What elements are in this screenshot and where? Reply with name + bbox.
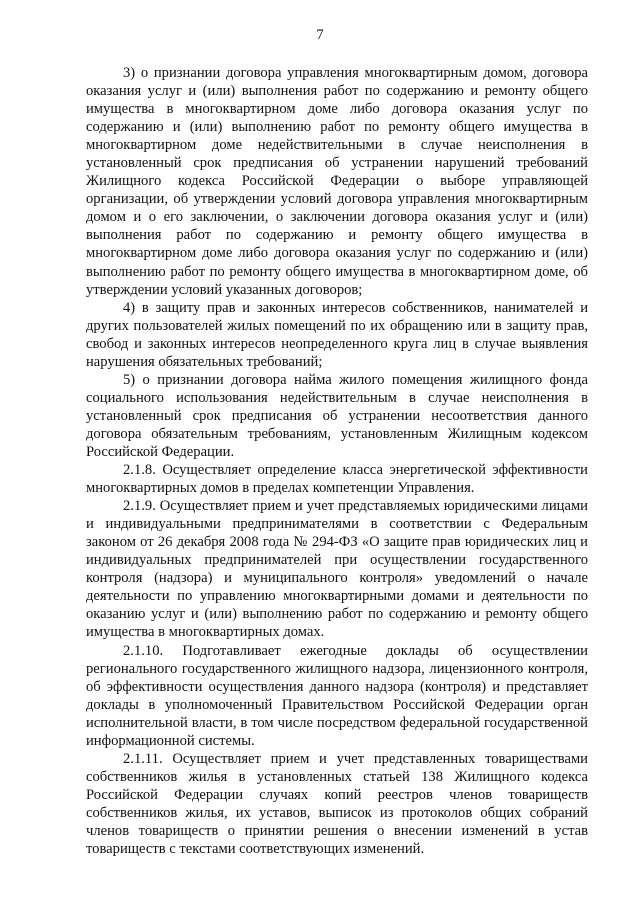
- paragraph-item-5: 5) о признании договора найма жилого помещения жилищного фонда социального использования недействительным в случае неисполнения в установленный срок предписания об устранении несоответствия данного договора обязательным требованиям, установленным Жилищным кодексом Российской Федерации.: [86, 371, 588, 460]
- paragraph-item-3: 3) о признании договора управления многоквартирным домом, договора оказания услуг и (или) выполнения работ по содержанию и ремонту общего имущества в многоквартирном доме либо договора оказания услуг по содержанию и (или) выполнению работ по ремонту общего имущества в многоквартирном доме недействительными в случае неисполнения в установленный срок предписания об устранении нарушений требований Жилищного кодекса Российской Федерации о выборе управляющей организации, об утверждении условий договора управления многоквартирным домом и о его заключении, о заключении договора оказания услуг и (или) выполнения работ по содержанию и ремонту общего имущества в многоквартирном доме либо договора оказания услуг по содержанию и (или) выполнению работ по ремонту общего имущества в многоквартирном доме, об утверждении условий указанных договоров;: [86, 65, 588, 298]
- paragraph-2-1-10: 2.1.10. Подготавливает ежегодные доклады об осуществлении регионального государственного жилищного надзора, лицензионного контроля, об эффективности осуществления данного надзора (контроля) и представляет доклады в уполномоченный Правительством Российской Федерации орган исполнительной власти, в том числе посредством федеральной государственной информационной системы.: [86, 642, 588, 749]
- document-body: [86, 64, 588, 858]
- paragraph-2-1-11: 2.1.11. Осуществляет прием и учет представленных товариществами собственников жилья в установленных статьей 138 Жилищного кодекса Российской Федерации случаях копий реестров членов товариществ собственников жилья, их уставов, выписок из протоколов общих собраний членов товариществ о принятии решения о внесении изменений в устав товариществ с текстами соответствующих изменений.: [86, 750, 588, 858]
- paragraph-2-1-8: 2.1.8. Осуществляет определение класса энергетической эффективности многоквартирных домов в пределах компетенции Управления.: [86, 462, 588, 497]
- paragraph-2-1-9: 2.1.9. Осуществляет прием и учет представляемых юридическими лицами и индивидуальными предпринимателями в соответствии с Федеральным законом от 26 декабря 2008 года № 294-ФЗ «О защите прав юридических лиц и индивидуальных предпринимателей при осуществлении государственного контроля (надзора) и муниципального контроля» уведомлений о начале деятельности по управлению многоквартирными домами и деятельности по оказанию услуг и (или) выполнению работ по содержанию и ремонту общего имущества в многоквартирных домах.: [86, 498, 588, 641]
- page-number: 7: [316, 27, 324, 43]
- paragraph-item-4: 4) в защиту прав и законных интересов собственников, нанимателей и других пользователей жилых помещений по их обращению или в защиту прав, свобод и законных интересов неопределенного круга лиц в случае выявления нарушения обязательных требований;: [86, 299, 588, 370]
